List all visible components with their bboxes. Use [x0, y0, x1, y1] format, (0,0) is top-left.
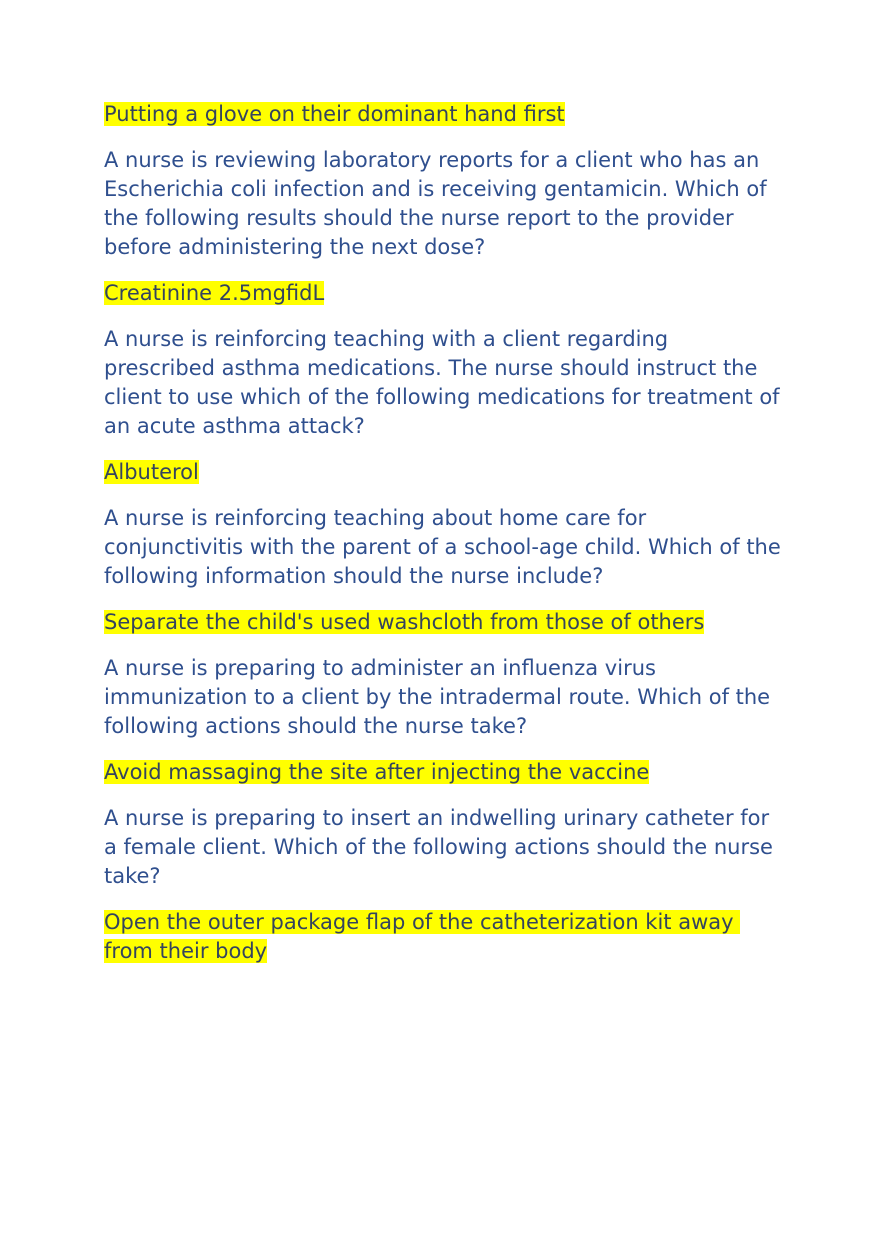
question-paragraph: A nurse is reinforcing teaching about home care for conjunctivitis with the parent of a school-age child. Which of the following information should the nurse include?	[104, 506, 781, 588]
document-page	[104, 100, 784, 983]
answer-highlight: Albuterol	[104, 460, 199, 484]
answer-highlight: Putting a glove on their dominant hand first	[104, 102, 565, 126]
answer-highlight: Creatinine 2.5mgfidL	[104, 281, 325, 305]
answer-highlight: Open the outer package flap of the catheterization kit away from their body	[104, 910, 741, 963]
answer-highlight: Avoid massaging the site after injecting the vaccine	[104, 760, 650, 784]
question-paragraph: A nurse is reviewing laboratory reports for a client who has an Escherichia coli infection and is receiving gentamicin. Which of the following results should the nurse report to the provider before administering the next dose?	[104, 148, 767, 259]
answer-highlight: Separate the child's used washcloth from those of others	[104, 610, 705, 634]
question-paragraph: A nurse is preparing to insert an indwelling urinary catheter for a female client. Which of the following actions should the nurse take?	[104, 806, 773, 888]
question-paragraph: A nurse is reinforcing teaching with a client regarding prescribed asthma medications. The nurse should instruct the client to use which of the following medications for treatment of an acute asthma attack?	[104, 327, 780, 438]
question-paragraph: A nurse is preparing to administer an influenza virus immunization to a client by the intradermal route. Which of the following actions should the nurse take?	[104, 656, 771, 738]
